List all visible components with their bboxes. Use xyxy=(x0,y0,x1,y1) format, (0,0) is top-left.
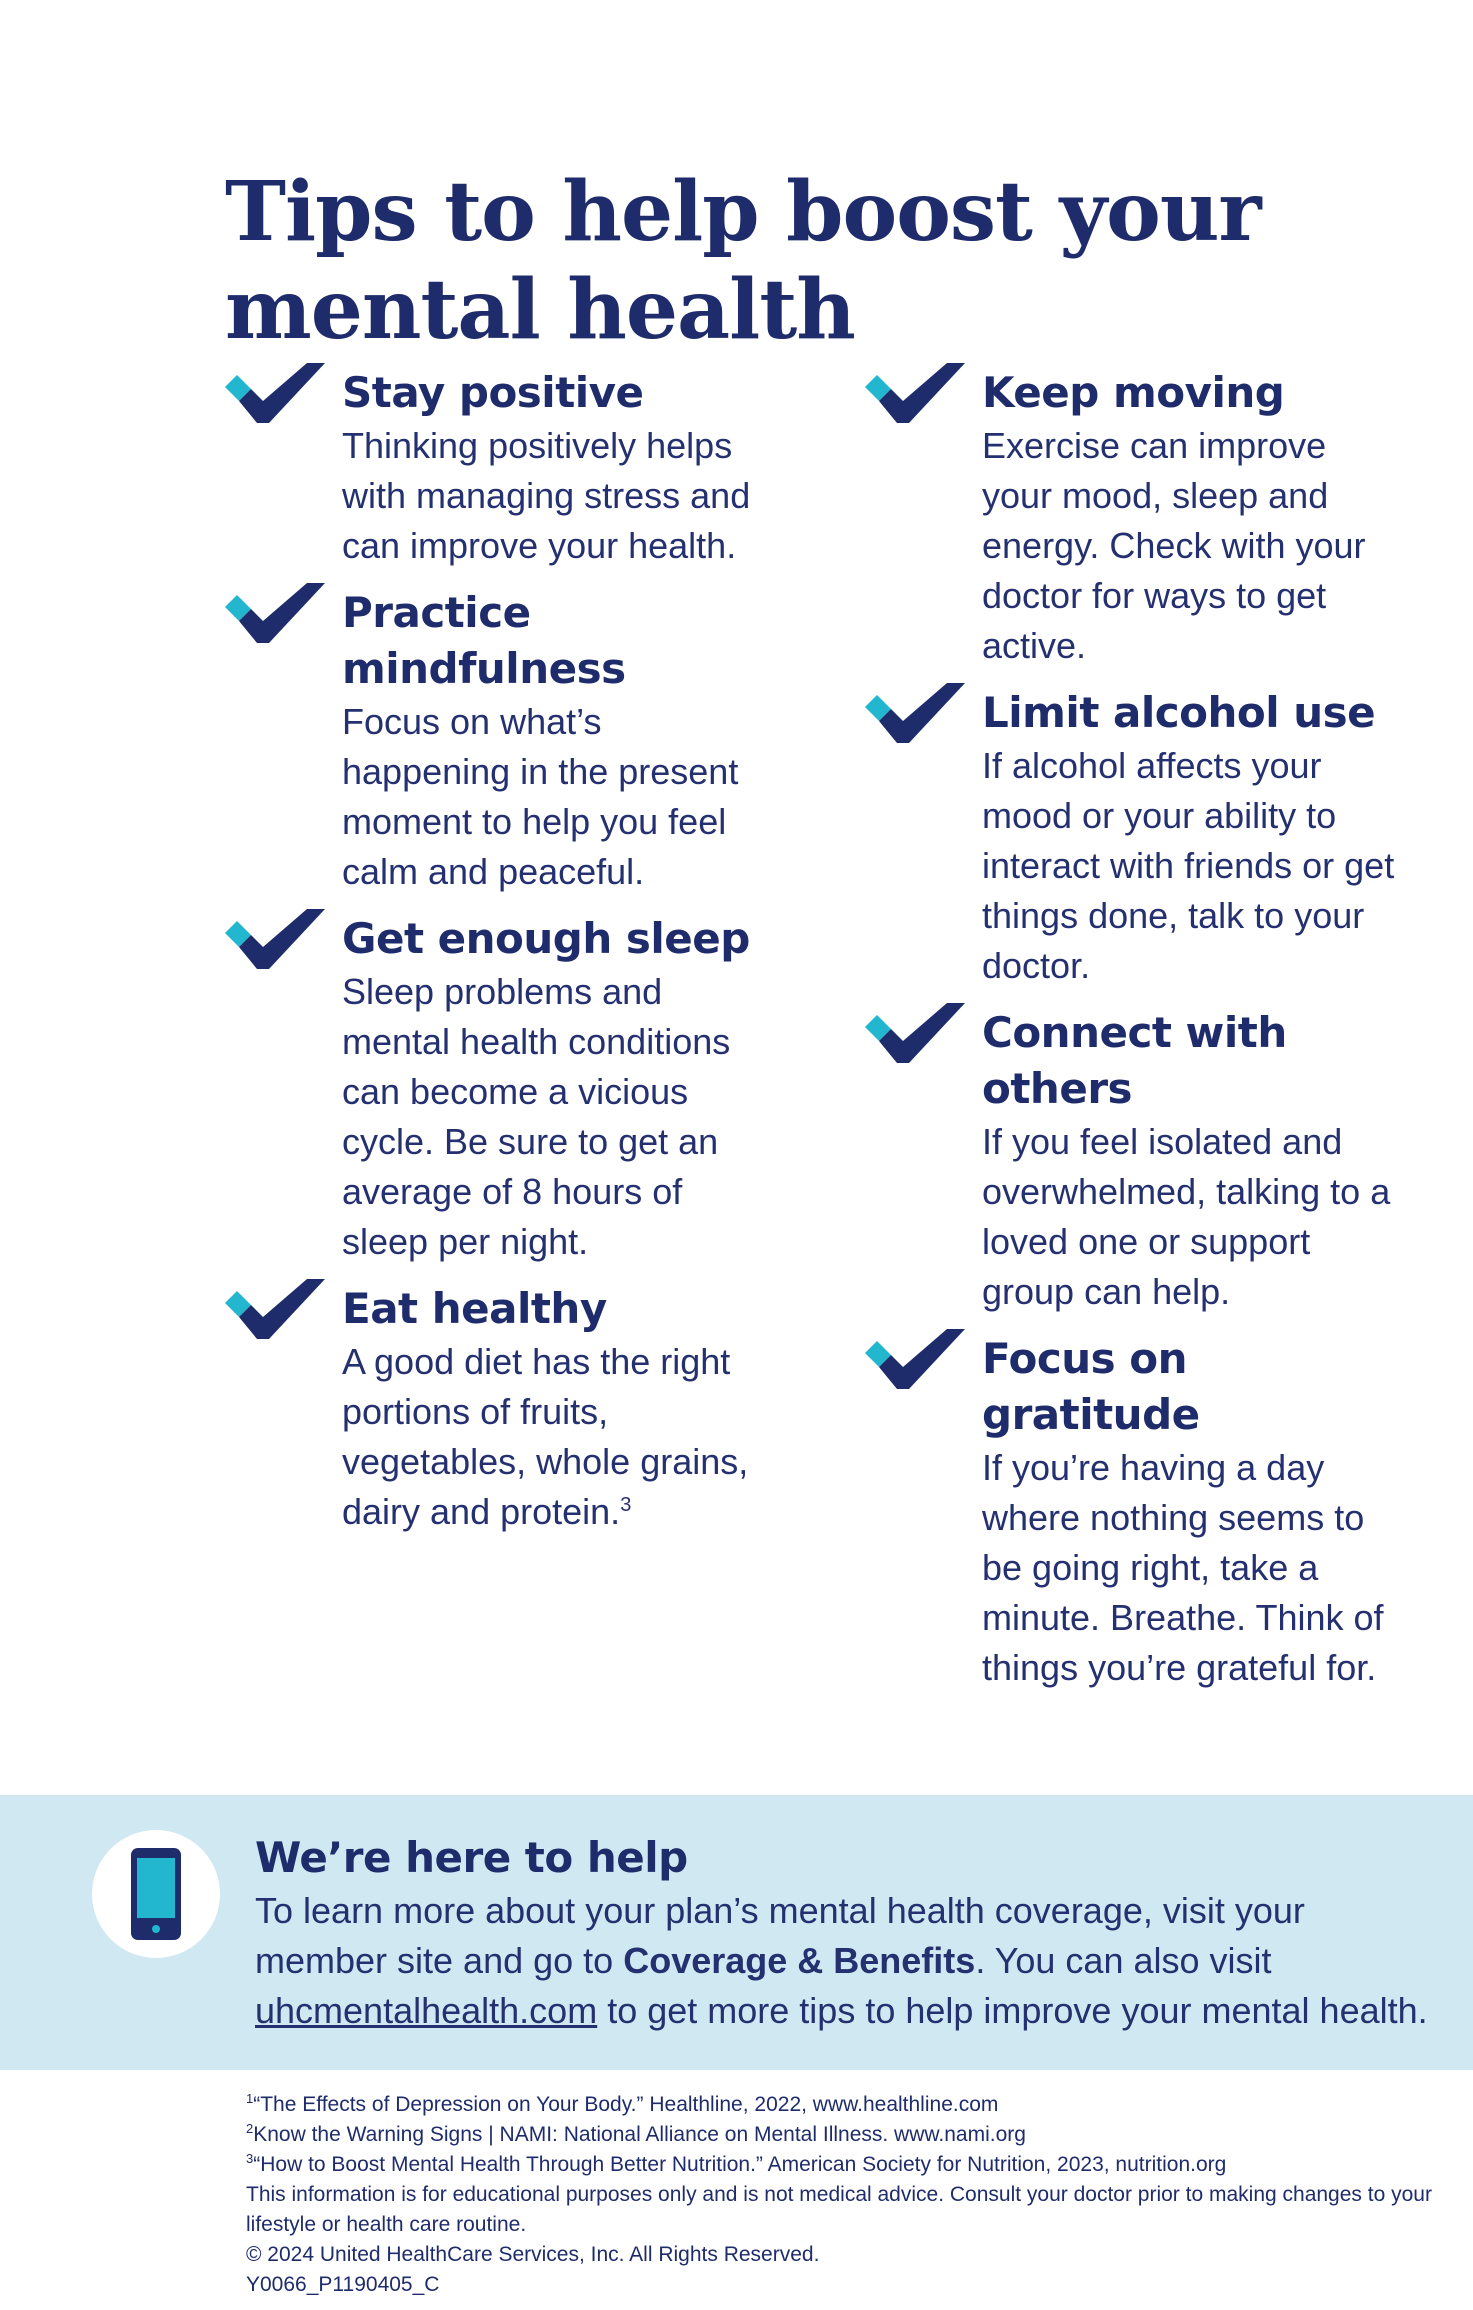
tip-text: If alcohol affects your mood or your ability to interact with friends or get things done, talk to your doctor. xyxy=(982,745,1395,986)
checkmark-icon xyxy=(865,1001,965,1071)
tip-title: Practice mindfulness xyxy=(342,588,626,693)
footnote xyxy=(246,2090,1446,2120)
checkmark-icon xyxy=(865,361,965,431)
tip-text: Focus on what’s happening in the present moment to help you feel calm and peaceful. xyxy=(342,701,739,892)
tip-text: Thinking positively helps with managing stress and can improve your health. xyxy=(342,425,751,566)
page-title: Tips to help boost your mental health xyxy=(225,163,1261,358)
checkmark-icon xyxy=(225,1277,325,1347)
checkmark-icon xyxy=(865,681,965,751)
tip-text-body: A good diet has the right portions of fruits, vegetables, whole grains, dairy and protein. xyxy=(342,1341,749,1532)
footnote xyxy=(246,2120,1446,2150)
footnote xyxy=(246,2150,1446,2180)
tip-title: Eat healthy xyxy=(342,1284,607,1333)
checkmark-icon xyxy=(225,581,325,651)
uhcmentalhealth-link[interactable]: uhcmentalhealth.com xyxy=(255,1990,598,2031)
tip-text: Exercise can improve your mood, sleep and energy. Check with your doctor for ways to get active. xyxy=(982,425,1366,666)
coverage-benefits-label: Coverage & Benefits xyxy=(623,1940,976,1981)
tip-item xyxy=(865,1331,1395,1693)
help-text-part: to get more tips to help improve your mental health. xyxy=(597,1990,1428,2031)
tip-text: Sleep problems and mental health conditions can become a vicious cycle. Be sure to get an average of 8 hours of sleep per night. xyxy=(342,971,731,1262)
help-text-part: . You can also visit xyxy=(975,1940,1272,1981)
tip-title: Stay positive xyxy=(342,368,644,417)
footnote-text: Know the Warning Signs | NAMI: National Alliance on Mental Illness. www.nami.org xyxy=(253,2123,1026,2146)
help-title: We’re here to help xyxy=(255,1833,688,1882)
tip-item xyxy=(225,911,755,1267)
tips-column-left xyxy=(225,365,755,1551)
copyright: © 2024 United HealthCare Services, Inc. All Rights Reserved. xyxy=(246,2243,820,2266)
tip-title: Get enough sleep xyxy=(342,914,750,963)
disclaimer: This information is for educational purposes only and is not medical advice. Consult your doctor prior to making changes to your lifestyle or health care routine. xyxy=(246,2183,1432,2236)
tip-text: If you feel isolated and overwhelmed, talking to a loved one or support group can help. xyxy=(982,1121,1391,1312)
footnote-number: 3 xyxy=(246,2151,254,2166)
phone-icon-circle xyxy=(92,1830,220,1958)
footnote-text: “The Effects of Depression on Your Body.” Healthline, 2022, www.healthline.com xyxy=(253,2093,999,2116)
tip-title: Focus on gratitude xyxy=(982,1334,1200,1439)
document-code: Y0066_P1190405_C xyxy=(246,2273,440,2296)
tip-item xyxy=(865,1005,1395,1317)
tip-item xyxy=(865,365,1395,671)
mobile-phone-icon xyxy=(129,1846,183,1942)
tip-text: If you’re having a day where nothing seems to be going right, take a minute. Breathe. Think of things you’re grateful for. xyxy=(982,1447,1384,1688)
help-text xyxy=(255,1886,1445,2036)
help-text-part: To learn more about your plan’s mental health coverage, visit your member site and go to xyxy=(255,1890,1305,1981)
tip-item xyxy=(225,365,755,571)
tip-item xyxy=(225,585,755,897)
footnote-number: 1 xyxy=(246,2091,254,2106)
checkmark-icon xyxy=(865,1327,965,1397)
tips-column-right xyxy=(865,365,1395,1707)
footnote-text: “How to Boost Mental Health Through Better Nutrition.” American Society for Nutrition, 2023, nutrition.org xyxy=(253,2153,1227,2176)
tip-text xyxy=(342,1337,755,1537)
tip-title: Connect with others xyxy=(982,1008,1287,1113)
tip-item xyxy=(865,685,1395,991)
checkmark-icon xyxy=(225,907,325,977)
footnote-ref: 3 xyxy=(620,1494,632,1516)
tip-title: Limit alcohol use xyxy=(982,688,1376,737)
checkmark-icon xyxy=(225,361,325,431)
footnotes xyxy=(246,2090,1446,2300)
tip-item xyxy=(225,1281,755,1537)
footnote-number: 2 xyxy=(246,2121,254,2136)
tip-title: Keep moving xyxy=(982,368,1285,417)
